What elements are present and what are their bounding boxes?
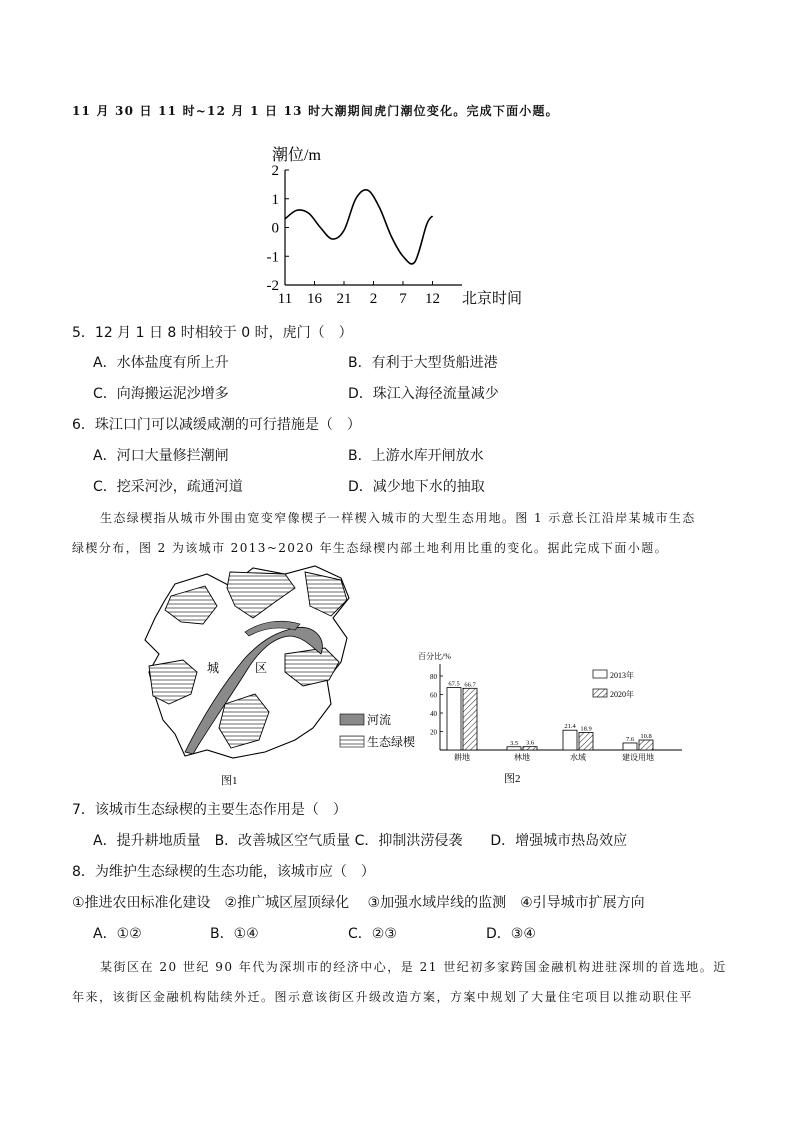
fig1-caption: 图1 [221,775,238,787]
intro-district-line1: 某街区在 20 世纪 90 年代为深圳市的经济中心，是 21 世纪初多家跨国金融机构进驻深圳的首选地。近 [100,960,727,974]
q5-option-c[interactable]: C．向海搬运泥沙增多 [93,386,229,402]
fig2-bar-value-label: 21.4 [564,723,576,731]
tide-chart [250,140,550,315]
intro-tide: 11 月 30 日 11 时~12 月 1 日 13 时大潮期间虎门潮位变化。完成下面小题。 [72,104,559,118]
legend-2020-label: 2020年 [610,690,634,699]
fig2-ytick-label: 20 [430,728,437,737]
fig2-bar-2013 [623,743,637,750]
fig2-bar-2020 [523,747,537,750]
tide-ytick-label: -1 [266,249,279,266]
tide-ytick-label: 1 [271,191,279,208]
legend-2013-label: 2013年 [610,671,634,680]
q6-option-b[interactable]: B．上游水库开闸放水 [348,448,484,464]
tide-xtick-label: 12 [425,291,440,307]
intro-wedge-line1: 生态绿楔指从城市外围由宽变窄像楔子一样楔入城市的大型生态用地。图 1 示意长江沿岸某城市生态 [100,511,696,525]
fig2-ylabel: 百分比/% [418,652,451,661]
q6-option-c[interactable]: C．挖采河沙，疏通河道 [93,479,243,495]
tide-xtick-label: 21 [336,291,352,307]
fig2-bar-2013 [563,730,577,750]
q7-options[interactable]: A．提升耕地质量 B．改善城区空气质量 C．抑制洪涝侵袭 D．增强城市热岛效应 [93,833,628,849]
fig2-ytick-label: 80 [430,673,437,681]
fig2-category-label: 建设用地 [622,753,654,762]
fig2-bar-chart [410,646,685,790]
legend-wedge-swatch [340,736,364,747]
legend-wedge-label: 生态绿楔 [367,735,416,749]
fig2-category-label: 耕地 [454,753,470,762]
q6-option-d[interactable]: D．减少地下水的抽取 [348,479,485,495]
q8-option-d[interactable]: D．③④ [486,926,536,942]
tide-xlabel: 北京时间 [462,291,523,307]
fig2-bar-2020 [579,733,593,750]
tide-ytick-label: -2 [266,278,279,294]
legend-2020-swatch [593,689,607,697]
q7-stem: 7．该城市生态绿楔的主要生态作用是（ ） [72,802,347,818]
fig2-bar-2020 [463,688,477,750]
q8-option-b[interactable]: B．①④ [210,926,259,942]
fig2-ytick-label: 40 [430,710,437,718]
city-label-2: 区 [255,661,268,675]
tide-xtick-label: 2 [369,291,378,307]
fig2-bar-2013 [447,688,461,750]
tide-series-line [285,190,433,264]
fig2-bar-value-label: 10.8 [640,733,652,741]
q8-stem: 8．为维护生态绿楔的生态功能，该城市应（ ） [72,864,375,880]
fig1-map [135,562,416,790]
q5-option-b[interactable]: B．有利于大型货船进港 [348,355,498,371]
tide-xtick-label: 11 [277,291,293,307]
q5-stem: 5．12 月 1 日 8 时相较于 0 时，虎门（ ） [72,325,353,341]
tide-ytick-label: 0 [271,220,279,237]
q6-option-a[interactable]: A．河口大量修拦潮闸 [93,448,229,464]
fig2-bar-2013 [507,747,521,750]
legend-river-label: 河流 [367,713,392,727]
tide-xtick-label: 7 [399,291,407,307]
fig2-category-label: 林地 [514,753,530,762]
fig2-bar-value-label: 66.7 [464,681,476,689]
fig2-bar-value-label: 67.5 [448,680,460,688]
q8-option-c[interactable]: C．②③ [348,926,397,942]
q5-option-d[interactable]: D．珠江入海径流量减少 [348,386,499,402]
q6-stem: 6．珠江口门可以减缓咸潮的可行措施是（ ） [72,417,361,433]
q8-option-a[interactable]: A．①② [93,926,142,942]
intro-wedge-line2: 绿楔分布，图 2 为该城市 2013~2020 年生态绿楔内部土地利用比重的变化。据此完成下面小题。 [72,541,669,555]
legend-river-swatch [340,714,364,725]
legend-2013-swatch [593,670,607,678]
fig2-bar-value-label: 7.6 [625,735,635,743]
fig2-bar-2020 [639,740,653,750]
fig2-bar-value-label: 3.6 [525,739,535,747]
city-label-1: 城 [207,661,220,675]
q8-items: ①推进农田标准化建设 ②推广城区屋顶绿化 ③加强水域岸线的监测 ④引导城市扩展方向 [72,895,645,911]
fig2-ytick-label: 60 [430,691,437,700]
intro-district-line2: 年来，该街区金融机构陆续外迁。图示意该街区升级改造方案，方案中规划了大量住宅项目以推动职住平 [72,990,694,1004]
fig2-bar-value-label: 3.5 [509,739,519,747]
tide-ytick-label: 2 [271,163,279,179]
tide-xtick-label: 16 [307,291,322,307]
tide-ylabel: 潮位/m [272,147,321,164]
fig2-category-label: 水域 [570,753,586,762]
q5-option-a[interactable]: A．水体盐度有所上升 [93,355,229,371]
fig2-caption: 图2 [504,773,521,785]
fig2-bar-value-label: 18.9 [580,725,592,733]
